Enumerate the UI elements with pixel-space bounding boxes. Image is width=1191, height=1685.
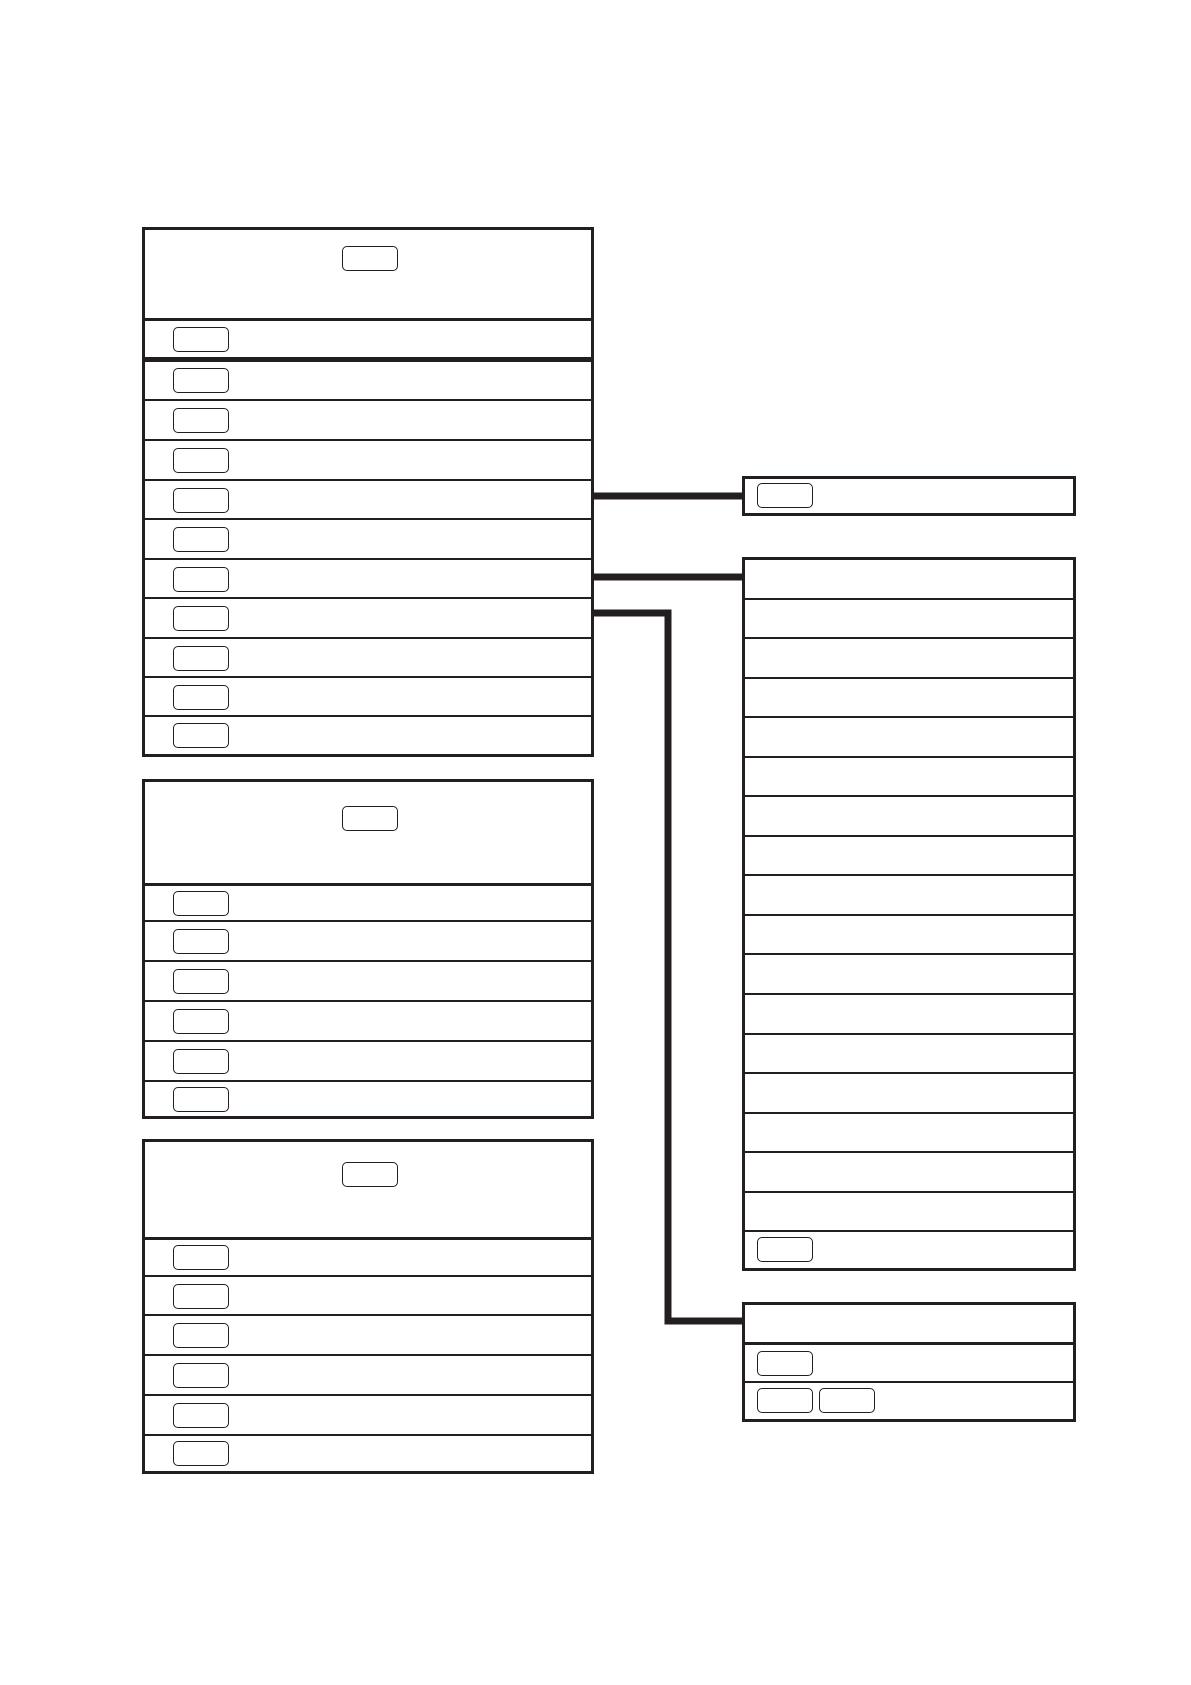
submenu-list-row[interactable]	[745, 758, 1073, 797]
submenu-list-row[interactable]	[745, 718, 1073, 758]
submenu-list-row[interactable]	[745, 797, 1073, 837]
row-key	[173, 1284, 229, 1309]
submenu-list-row[interactable]	[745, 955, 1073, 995]
row-key	[757, 1388, 813, 1413]
sub-menu-a-row[interactable]	[145, 1042, 591, 1082]
sub-menu-a-panel	[142, 779, 594, 1119]
row-key	[757, 1237, 813, 1262]
submenu-list-row[interactable]	[745, 1193, 1073, 1232]
row-key	[173, 1245, 229, 1270]
row-key	[173, 685, 229, 710]
row-key	[173, 1087, 229, 1112]
row-key	[173, 891, 229, 916]
row-key	[173, 1323, 229, 1348]
row-key	[173, 1403, 229, 1428]
sub-menu-b-panel	[142, 1139, 594, 1474]
row-key	[173, 1009, 229, 1034]
submenu-list-row[interactable]	[745, 1153, 1073, 1193]
sub-menu-b-header-key[interactable]	[342, 1162, 398, 1187]
row-key	[173, 1363, 229, 1388]
submenu-list-row[interactable]	[745, 837, 1073, 876]
row-key	[173, 969, 229, 994]
sub-menu-b-row[interactable]	[145, 1356, 591, 1396]
row-key	[173, 527, 229, 552]
submenu-list-panel	[742, 557, 1076, 1271]
sub-menu-a-header-key[interactable]	[342, 806, 398, 831]
row-key	[173, 1441, 229, 1466]
sub-menu-a-row[interactable]	[145, 962, 591, 1002]
main-menu-row[interactable]	[145, 599, 591, 639]
main-menu-row[interactable]	[145, 560, 591, 599]
row-key	[173, 723, 229, 748]
submenu-list-row[interactable]	[745, 639, 1073, 679]
row-key	[757, 1351, 813, 1376]
row-key	[173, 448, 229, 473]
submenu-small-header	[745, 1305, 1073, 1345]
sub-menu-a-header	[145, 782, 591, 886]
submenu-small-panel	[742, 1302, 1076, 1422]
main-menu-header	[145, 230, 591, 321]
sub-menu-a-row[interactable]	[145, 886, 591, 922]
sub-menu-a-row[interactable]	[145, 1082, 591, 1117]
submenu-list-row[interactable]	[745, 1232, 1073, 1269]
main-menu-row[interactable]	[145, 717, 591, 755]
row-key	[173, 606, 229, 631]
submenu-small-row[interactable]	[745, 1383, 1073, 1419]
sub-menu-a-row[interactable]	[145, 922, 591, 962]
row-key	[173, 929, 229, 954]
main-menu-row[interactable]	[145, 520, 591, 560]
submenu-list-row[interactable]	[745, 995, 1073, 1035]
submenu-single-row[interactable]	[745, 479, 1073, 513]
row-key	[173, 1049, 229, 1074]
main-menu-row[interactable]	[145, 481, 591, 520]
submenu-list-row[interactable]	[745, 679, 1073, 718]
submenu-single-panel	[742, 476, 1076, 516]
submenu-list-row[interactable]	[745, 876, 1073, 916]
row-key	[173, 646, 229, 671]
main-menu-row[interactable]	[145, 639, 591, 678]
row-key	[173, 488, 229, 513]
submenu-list-row[interactable]	[745, 916, 1073, 955]
main-menu-row[interactable]	[145, 678, 591, 717]
row-key	[173, 327, 229, 352]
row-key	[173, 567, 229, 592]
main-menu-header-key[interactable]	[342, 246, 398, 271]
row-key	[173, 368, 229, 393]
sub-menu-b-row[interactable]	[145, 1436, 591, 1471]
main-menu-panel	[142, 227, 594, 757]
sub-menu-b-header	[145, 1142, 591, 1240]
connector-line-to-small	[594, 613, 742, 1321]
submenu-list-row[interactable]	[745, 560, 1073, 600]
row-key-secondary	[819, 1388, 875, 1413]
main-menu-row[interactable]	[145, 441, 591, 481]
submenu-small-row[interactable]	[745, 1345, 1073, 1383]
main-menu-row[interactable]	[145, 401, 591, 441]
sub-menu-a-row[interactable]	[145, 1002, 591, 1042]
main-menu-row[interactable]	[145, 362, 591, 401]
main-menu-row[interactable]	[145, 321, 591, 359]
sub-menu-b-row[interactable]	[145, 1277, 591, 1316]
row-key	[173, 408, 229, 433]
sub-menu-b-row[interactable]	[145, 1240, 591, 1277]
sub-menu-b-row[interactable]	[145, 1316, 591, 1356]
sub-menu-b-row[interactable]	[145, 1396, 591, 1436]
submenu-list-row[interactable]	[745, 1074, 1073, 1114]
row-key	[757, 483, 813, 508]
submenu-list-row[interactable]	[745, 1035, 1073, 1074]
submenu-list-row[interactable]	[745, 600, 1073, 639]
submenu-list-row[interactable]	[745, 1114, 1073, 1153]
